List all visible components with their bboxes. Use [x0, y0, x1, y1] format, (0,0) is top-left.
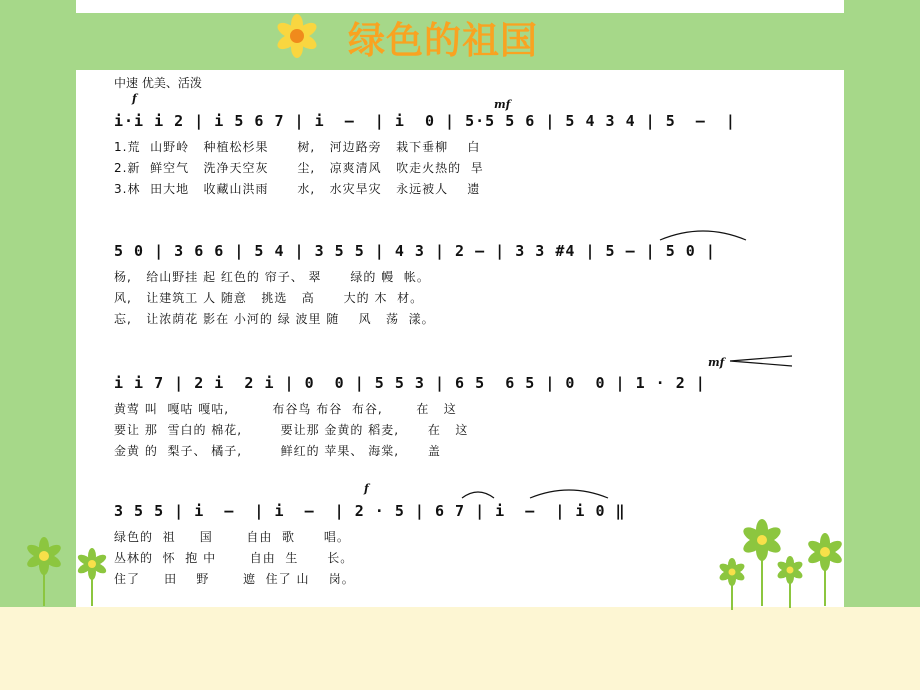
- daisy-flower-icon: [266, 12, 328, 68]
- dynamic-mf: mf: [494, 98, 511, 111]
- slur-line: [658, 226, 748, 242]
- lyric-line-2-2: 风, 让建筑工 人 随意 挑选 高 大的 木 材。: [114, 291, 424, 305]
- tempo-marking: 中速 优美、活泼: [114, 76, 202, 90]
- top-white-strip: [76, 0, 844, 13]
- dynamic-f: f: [132, 92, 137, 105]
- notation-line-4: 3 5 5 | i – | i – | 2 · 5 | 6 7 | i – | i 0 ‖: [114, 502, 626, 520]
- green-flower-icon: [74, 546, 110, 608]
- lyric-line-4-1: 绿色的 祖 国 自由 歌 唱。: [114, 530, 350, 544]
- lyric-line-4-3: 住了 田 野 遮 住了 山 岗。: [114, 572, 355, 586]
- footer-band: [0, 607, 920, 690]
- page-title: 绿色的祖国: [348, 19, 538, 62]
- lyric-line-4-2: 丛林的 怀 抱 中 自由 生 长。: [114, 551, 354, 565]
- notation-line-2: 5 0 | 3 6 6 | 5 4 | 3 5 5 | 4 3 | 2 – | 3 3 #4 | 5 – | 5 0 |: [114, 242, 716, 260]
- lyric-line-3-2: 要让 那 雪白的 棉花, 要让那 金黄的 稻麦, 在 这: [114, 423, 469, 437]
- dynamic-mf-2: mf: [708, 356, 725, 369]
- lyric-line-3-1: 黄莺 叫 嘎咕 嘎咕, 布谷鸟 布谷 布谷, 在 这: [114, 402, 457, 416]
- notation-line-3: i i 7 | 2 i 2 i | 0 0 | 5 5 3 | 6 5 6 5 | 0 0 | 1 · 2 |: [114, 374, 706, 392]
- slur-line-3: [528, 486, 610, 500]
- lyric-line-3-3: 金黄 的 梨子、 橘子, 鲜红的 苹果、 海棠, 盖: [114, 444, 441, 458]
- lyric-line-2-3: 忘, 让浓荫花 影在 小河的 绿 波里 随 风 荡 漾。: [114, 312, 435, 326]
- lyric-line-1-1: 1.荒 山野岭 种植松杉果 树, 河边路旁 栽下垂柳 白: [114, 140, 481, 154]
- crescendo-hairpin: [728, 354, 794, 368]
- lyric-line-1-2: 2.新 鲜空气 洗净天空灰 尘, 凉爽清风 吹走火热的 旱: [114, 161, 484, 175]
- slur-line-2: [460, 488, 496, 500]
- sheet-music: [76, 70, 844, 607]
- lyric-line-2-1: 杨, 给山野挂 起 红色的 帘子、 翠 绿的 幔 帐。: [114, 270, 430, 284]
- notation-line-1: i·i i 2 | i 5 6 7 | i – | i 0 | 5·5 5 6 | 5 4 3 4 | 5 – |: [114, 112, 736, 130]
- lyric-line-1-3: 3.林 田大地 收藏山洪雨 水, 水灾旱灾 永远被人 遗: [114, 182, 481, 196]
- green-flower-icon: [22, 536, 66, 608]
- dynamic-f-2: f: [364, 482, 369, 495]
- green-flower-icon: [774, 554, 806, 610]
- green-flower-icon: [804, 530, 846, 608]
